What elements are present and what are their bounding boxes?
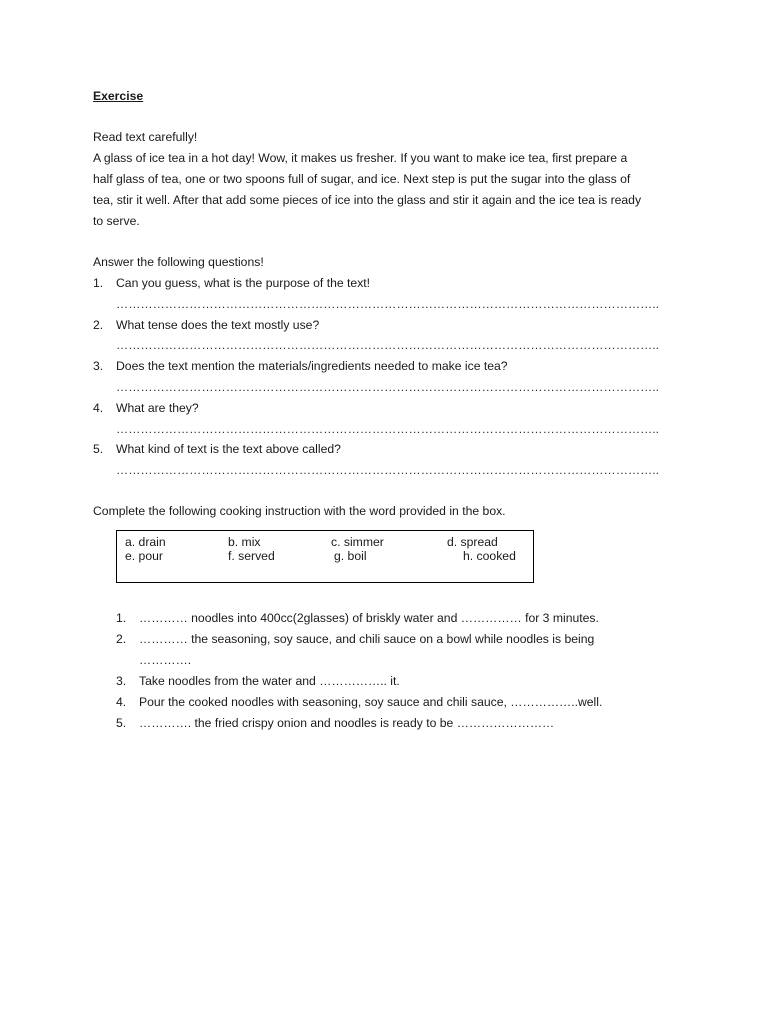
question-text: Can you guess, what is the purpose of the text!	[116, 276, 371, 290]
word-option: d. spread	[447, 535, 498, 549]
exercise-page	[93, 86, 693, 522]
question-number: 3.	[93, 359, 104, 374]
question-number: 1.	[93, 276, 104, 290]
cooking-steps	[116, 608, 656, 734]
question-text: Does the text mention the materials/ingredients needed to make ice tea?	[116, 359, 508, 374]
word-option: f. served	[228, 549, 275, 563]
step-item	[116, 713, 656, 734]
step-item	[116, 692, 656, 713]
answer-line: ……………………………………………………………………………………………………………………..	[116, 338, 660, 353]
questions-heading: Answer the following questions!	[93, 255, 264, 269]
step-text: ………….	[139, 653, 192, 667]
answer-line: ……………………………………………………………………………………………………………………..	[116, 463, 660, 478]
page-title: Exercise	[93, 89, 144, 103]
step-text: ………… the seasoning, soy sauce, and chili sauce on a bowl while noodles is being	[139, 632, 595, 646]
step-item	[116, 671, 656, 692]
step-number: 3.	[116, 674, 127, 688]
question-number: 4.	[93, 400, 104, 415]
answer-line: ……………………………………………………………………………………………………………………..	[116, 379, 660, 394]
word-box	[116, 530, 534, 583]
question-number: 2.	[93, 317, 104, 332]
question-item	[93, 356, 693, 377]
complete-heading: Complete the following cooking instruction with the word provided in the box.	[93, 504, 506, 519]
step-number: 1.	[116, 611, 127, 625]
step-number: 2.	[116, 632, 127, 646]
step-item	[116, 608, 656, 629]
question-text: What kind of text is the text above called?	[116, 442, 341, 457]
question-number: 5.	[93, 442, 104, 457]
step-item	[116, 629, 656, 650]
answer-line: ……………………………………………………………………………………………………………………..	[116, 421, 660, 436]
passage-line: half glass of tea, one or two spoons full of sugar, and ice. Next step is put the sugar into the glass of	[93, 171, 631, 186]
step-number: 5.	[116, 716, 127, 730]
step-number: 4.	[116, 695, 127, 709]
word-option: h. cooked	[463, 549, 516, 563]
instruction-text: Read text carefully!	[93, 129, 198, 144]
word-option: g. boil	[334, 549, 367, 563]
word-option: b. mix	[228, 535, 261, 549]
question-text: What are they?	[116, 400, 199, 415]
step-text: ………… noodles into 400cc(2glasses) of briskly water and …………… for 3 minutes.	[139, 611, 599, 625]
question-item	[93, 273, 693, 294]
question-item	[93, 439, 693, 460]
passage-line: A glass of ice tea in a hot day! Wow, it makes us fresher. If you want to make ice tea, first prepare a	[93, 150, 628, 165]
question-text: What tense does the text mostly use?	[116, 317, 320, 332]
word-option: e. pour	[125, 549, 163, 563]
step-text: Pour the cooked noodles with seasoning, soy sauce and chili sauce, ……………..well.	[139, 695, 603, 709]
step-item-continued	[116, 650, 656, 671]
passage-line: tea, stir it well. After that add some pieces of ice into the glass and stir it again and the ice tea is ready	[93, 192, 642, 207]
answer-line: ……………………………………………………………………………………………………………………..	[116, 296, 660, 311]
step-text: …………. the fried crispy onion and noodles is ready to be ……………………	[139, 716, 555, 730]
word-option: a. drain	[125, 535, 166, 549]
step-text: Take noodles from the water and …………….. it.	[139, 674, 400, 688]
question-item	[93, 398, 693, 419]
question-item	[93, 315, 693, 336]
word-option: c. simmer	[331, 535, 384, 549]
passage-line: to serve.	[93, 213, 140, 228]
